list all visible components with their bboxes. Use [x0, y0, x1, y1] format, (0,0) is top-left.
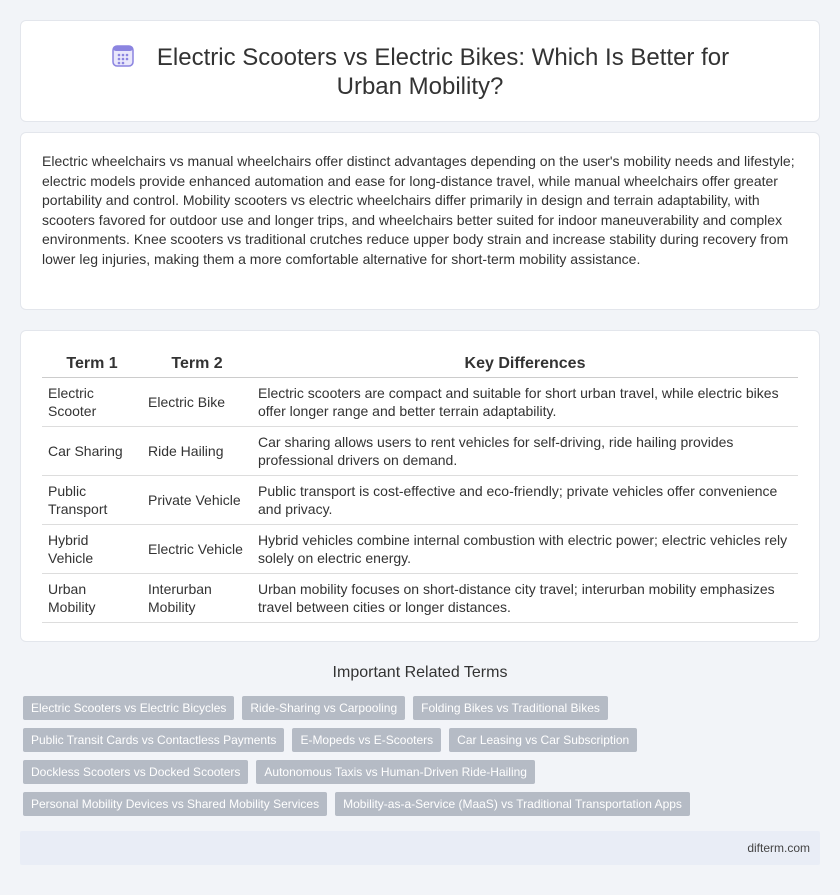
table-row: [42, 573, 798, 622]
related-term-tag[interactable]: Ride-Sharing vs Carpooling: [242, 696, 405, 720]
cell-difference: Hybrid vehicles combine internal combustion with electric power; electric vehicles rely solely on electric energy.: [252, 524, 798, 573]
cell-difference: Public transport is cost-effective and eco-friendly; private vehicles offer convenience and privacy.: [252, 475, 798, 524]
cell-difference: Electric scooters are compact and suitable for short urban travel, while electric bikes offer longer range and better terrain adaptability.: [252, 377, 798, 426]
comparison-table: [42, 351, 798, 623]
cell-term1: Hybrid Vehicle: [42, 524, 142, 573]
cell-difference: Car sharing allows users to rent vehicles for self-driving, ride hailing provides professional drivers on demand.: [252, 426, 798, 475]
header-term1: Term 1: [42, 351, 142, 377]
table-row: [42, 524, 798, 573]
related-term-tag[interactable]: Public Transit Cards vs Contactless Payments: [23, 728, 284, 752]
cell-term2: Electric Vehicle: [142, 524, 252, 573]
table-row: [42, 426, 798, 475]
cell-term2: Electric Bike: [142, 377, 252, 426]
related-term-tag[interactable]: E-Mopeds vs E-Scooters: [292, 728, 441, 752]
related-term-tag[interactable]: Mobility-as-a-Service (MaaS) vs Traditional Transportation Apps: [335, 792, 690, 816]
summary-card: [20, 132, 820, 310]
calendar-grid-icon: [111, 44, 135, 68]
footer-site-link[interactable]: difterm.com: [747, 841, 810, 855]
cell-term1: Car Sharing: [42, 426, 142, 475]
header-term2: Term 2: [142, 351, 252, 377]
cell-term2: Ride Hailing: [142, 426, 252, 475]
related-terms-list: [23, 696, 813, 816]
related-terms-heading: Important Related Terms: [332, 664, 508, 681]
related-term-tag[interactable]: Autonomous Taxis vs Human-Driven Ride-Hailing: [256, 760, 535, 784]
cell-term1: Public Transport: [42, 475, 142, 524]
related-term-tag[interactable]: Personal Mobility Devices vs Shared Mobility Services: [23, 792, 327, 816]
page-title: Electric Scooters vs Electric Bikes: Which Is Better for Urban Mobility?: [156, 44, 730, 100]
cell-difference: Urban mobility focuses on short-distance city travel; interurban mobility emphasizes travel between cities or longer distances.: [252, 573, 798, 622]
page-title-wrapper: [21, 43, 819, 101]
summary-text: Electric wheelchairs vs manual wheelchairs offer distinct advantages depending on the user's mobility needs and lifestyle; electric models provide enhanced automation and ease for long-distance travel, while manual wheelchairs offer greater portability and control. Mobility scooters vs electric wheelchairs differ primarily in design and terrain adaptability, with scooters favored for outdoor use and longer trips, and wheelchairs better suited for indoor maneuverability and complex environments. Knee scooters vs traditional crutches reduce upper body strain and increase stability during recovery from lower leg injuries, making them a more comfortable alternative for short-term mobility assistance.: [42, 153, 795, 267]
cell-term1: Urban Mobility: [42, 573, 142, 622]
comparison-table-card: [20, 330, 820, 642]
table-row: [42, 377, 798, 426]
cell-term1: Electric Scooter: [42, 377, 142, 426]
related-term-tag[interactable]: Folding Bikes vs Traditional Bikes: [413, 696, 608, 720]
related-term-tag[interactable]: Car Leasing vs Car Subscription: [449, 728, 637, 752]
header-key-differences: Key Differences: [252, 351, 798, 377]
cell-term2: Interurban Mobility: [142, 573, 252, 622]
table-row: [42, 475, 798, 524]
footer: [20, 831, 820, 865]
title-card: [20, 20, 820, 122]
table-header-row: [42, 351, 798, 377]
related-term-tag[interactable]: Dockless Scooters vs Docked Scooters: [23, 760, 248, 784]
related-term-tag[interactable]: Electric Scooters vs Electric Bicycles: [23, 696, 234, 720]
cell-term2: Private Vehicle: [142, 475, 252, 524]
